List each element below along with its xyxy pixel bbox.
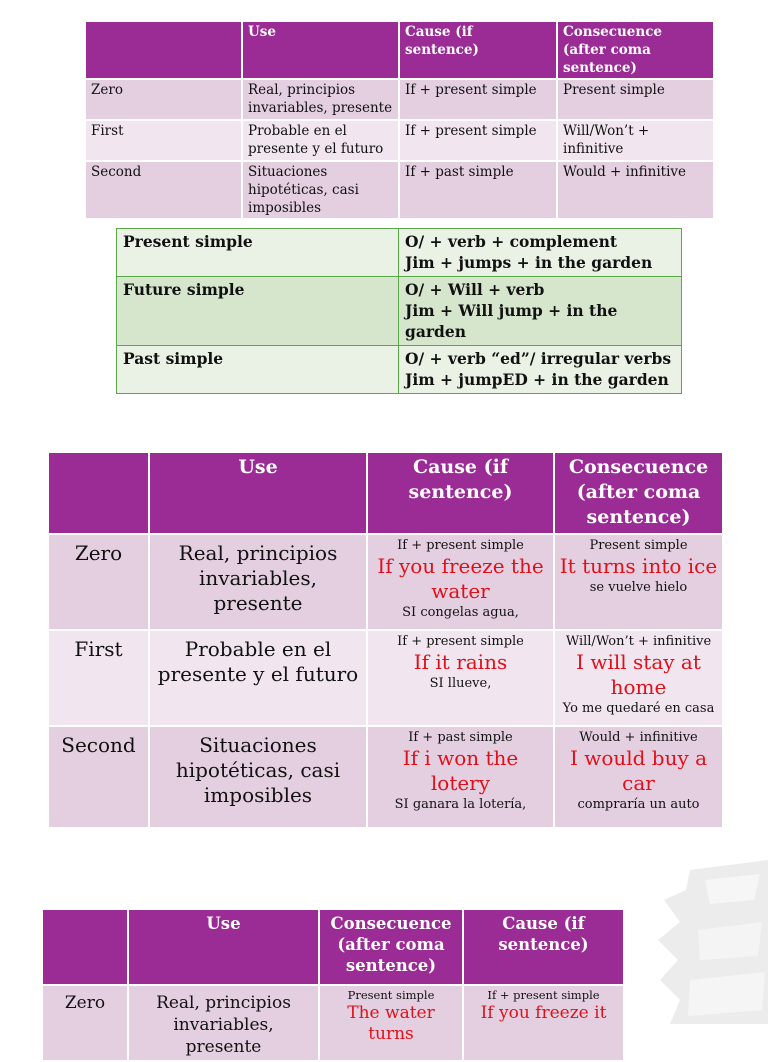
header-cell-use: Use — [149, 452, 367, 534]
cause-rule: If + present simple — [487, 988, 600, 1002]
header-cell-empty — [42, 909, 128, 985]
consequence-example: I would buy a car — [569, 746, 708, 795]
cell-conditional: Zero — [42, 985, 128, 1061]
table-header-row — [85, 21, 714, 79]
cell-use: Real, principios invariables, presente — [149, 534, 367, 630]
table-row — [117, 346, 682, 394]
header-cell-cause: Cause (if sentence) — [367, 452, 554, 534]
table-row — [48, 630, 723, 726]
cell-consequence — [319, 985, 463, 1061]
table-row — [85, 79, 714, 120]
header-cell-cause: Cause (if sentence) — [463, 909, 624, 985]
cause-example: If you freeze the water — [377, 554, 544, 603]
table-row — [48, 534, 723, 630]
cell-conditional: First — [85, 120, 242, 161]
structure-example: Jim + jumpED + in the garden — [405, 370, 669, 389]
tense-structure-table — [116, 228, 682, 394]
consequence-translation: compraría un auto — [577, 797, 700, 812]
consequence-example: It turns into ice — [559, 554, 718, 578]
cause-translation: SI llueve, — [429, 676, 492, 691]
table-row — [42, 985, 624, 1061]
cell-cause — [463, 985, 624, 1061]
header-cell-use: Use — [242, 21, 399, 79]
structure-formula: O/ + verb “ed”/ irregular verbs — [405, 349, 672, 368]
header-cell-consequence: Consecuence (after coma sentence) — [319, 909, 463, 985]
cause-example: If i won the lotery — [402, 746, 519, 795]
cause-translation: SI congelas agua, — [402, 605, 519, 620]
consequence-rule: Will/Won’t + infinitive — [565, 634, 712, 649]
cell-cause: If + past simple — [399, 161, 557, 219]
table-row — [48, 726, 723, 828]
cell-consequence: Would + infinitive — [557, 161, 714, 219]
table-row — [117, 277, 682, 346]
cell-consequence — [554, 726, 723, 828]
cell-conditional: Zero — [85, 79, 242, 120]
table-header-row — [48, 452, 723, 534]
structure-formula: O/ + verb + complement — [405, 232, 618, 251]
consequence-example: The water turns — [347, 1003, 435, 1044]
cause-rule: If + present simple — [397, 538, 524, 553]
header-cell-consequence: Consecuence (after coma sentence) — [557, 21, 714, 79]
conditionals-examples-table — [47, 451, 724, 829]
cell-conditional: Second — [85, 161, 242, 219]
cell-cause — [367, 726, 554, 828]
cause-rule: If + past simple — [408, 730, 513, 745]
table-row — [85, 120, 714, 161]
cell-use: Real, principios invariables, presente — [128, 985, 319, 1061]
cell-use: Situaciones hipotéticas, casi imposibles — [242, 161, 399, 219]
cell-use: Probable en el presente y el futuro — [242, 120, 399, 161]
cell-conditional: Second — [48, 726, 149, 828]
cell-use: Situaciones hipotéticas, casi imposibles — [149, 726, 367, 828]
cell-tense: Future simple — [117, 277, 399, 346]
cell-consequence: Will/Won’t + infinitive — [557, 120, 714, 161]
cell-tense: Past simple — [117, 346, 399, 394]
consequence-example: I will stay at home — [576, 650, 701, 699]
cell-cause: If + present simple — [399, 79, 557, 120]
cell-consequence — [554, 534, 723, 630]
structure-formula: O/ + Will + verb — [405, 280, 545, 299]
cause-translation: SI ganara la lotería, — [394, 797, 527, 812]
consequence-rule: Would + infinitive — [579, 730, 698, 745]
cause-example: If you freeze it — [480, 1003, 607, 1023]
conditionals-summary-table — [84, 20, 715, 220]
cell-structure — [399, 229, 682, 277]
header-cell-empty — [85, 21, 242, 79]
cell-conditional: First — [48, 630, 149, 726]
cell-consequence — [554, 630, 723, 726]
conditionals-reversed-table — [41, 908, 625, 1062]
structure-example: Jim + jumps + in the garden — [405, 253, 653, 272]
cell-consequence: Present simple — [557, 79, 714, 120]
consequence-translation: se vuelve hielo — [589, 580, 688, 595]
consequence-translation: Yo me quedaré en casa — [562, 701, 715, 716]
cell-use: Probable en el presente y el futuro — [149, 630, 367, 726]
table-row — [117, 229, 682, 277]
cell-structure — [399, 277, 682, 346]
consequence-rule: Present simple — [589, 538, 688, 553]
header-cell-cause: Cause (if sentence) — [399, 21, 557, 79]
header-cell-use: Use — [128, 909, 319, 985]
cell-cause: If + present simple — [399, 120, 557, 161]
cell-use: Real, principios invariables, presente — [242, 79, 399, 120]
cell-conditional: Zero — [48, 534, 149, 630]
structure-example: Jim + Will jump + in the garden — [405, 301, 618, 341]
header-cell-consequence: Consecuence (after coma sentence) — [554, 452, 723, 534]
cause-example: If it rains — [413, 650, 508, 674]
cause-rule: If + present simple — [397, 634, 524, 649]
consequence-rule: Present simple — [347, 988, 435, 1002]
cell-cause — [367, 534, 554, 630]
cell-cause — [367, 630, 554, 726]
table-header-row — [42, 909, 624, 985]
cell-tense: Present simple — [117, 229, 399, 277]
table-row — [85, 161, 714, 219]
header-cell-empty — [48, 452, 149, 534]
decorative-brush-graphic — [650, 860, 768, 1024]
cell-structure — [399, 346, 682, 394]
